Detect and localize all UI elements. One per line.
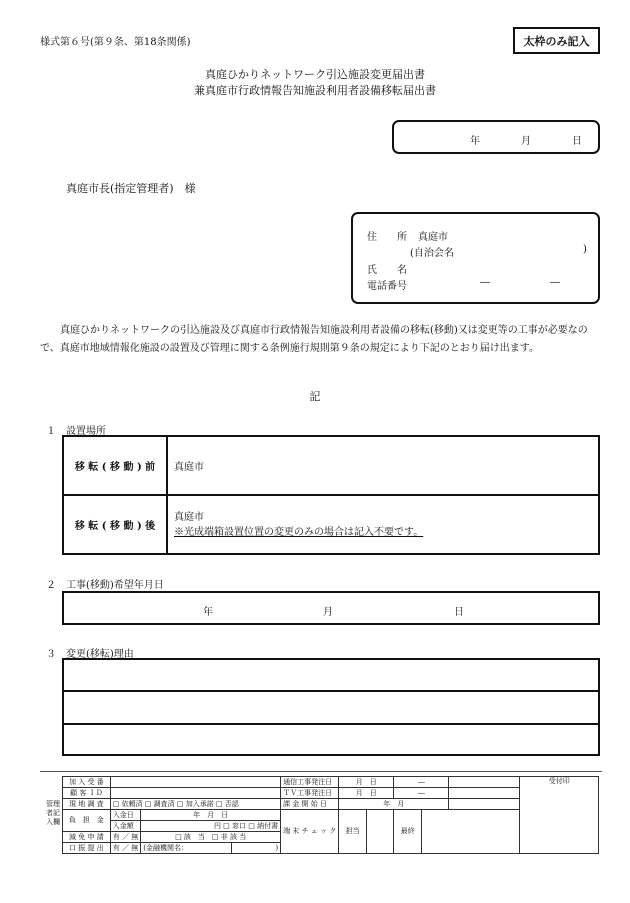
admin-kakin-label: 課 金 開 始 日 — [281, 799, 339, 810]
after-value: 真庭市 — [174, 511, 204, 523]
community-label: (自治会名 — [410, 248, 454, 259]
admin-tv-value: 月 日 — [339, 788, 394, 799]
admin-tv-label: ＴＶ工事発注日 — [281, 788, 339, 799]
reason-box[interactable] — [62, 658, 600, 756]
admin-genmen-value[interactable]: 有 ／ 無 — [110, 832, 140, 843]
work-date-box[interactable] — [62, 591, 600, 625]
admin-uketsuke: 受付印 — [520, 777, 599, 854]
after-note: ※光成端箱設置位置の変更のみの場合は記入不要です。 — [174, 526, 424, 538]
work-date-month: 月 — [323, 607, 333, 618]
reason-line-1 — [64, 690, 598, 692]
admin-tanmatsu-label: 端 末 チ ェ ッ ク — [281, 810, 339, 854]
admin-tanto-label: 担当 — [339, 810, 367, 854]
before-value[interactable]: 真庭市 — [167, 436, 599, 495]
date-year-label: 年 — [470, 136, 480, 147]
admin-tsushin-blank — [449, 777, 520, 788]
admin-kokyaku-label: 顧 客 ＩＤ — [63, 788, 111, 799]
phone-separator-2: ― — [550, 277, 560, 288]
admin-futan-label: 負 担 金 — [63, 810, 111, 832]
reason-line-2 — [64, 723, 598, 725]
admin-kanyu-value — [110, 777, 280, 788]
admin-furikae-bank: (金融機関名： — [141, 843, 231, 854]
date-day-label: 日 — [572, 136, 582, 147]
form-number: 様式第６号(第９条、第18条関係) — [40, 37, 191, 48]
admin-tv-blank — [449, 788, 520, 799]
admin-kokyaku-value — [110, 788, 280, 799]
admin-genchi-options[interactable]: □ 依頼済 □ 調査済 □ 加入承諾 □ 否認 — [110, 799, 280, 810]
after-label: 移 転 ( 移 動 ) 後 — [63, 495, 167, 554]
ki-label: 記 — [309, 390, 321, 403]
admin-kakin-blank — [449, 799, 520, 810]
admin-genmen-options[interactable]: □ 該 当 □ 非 該 当 — [141, 832, 281, 843]
admin-furikae-value[interactable]: 有 ／ 無 — [110, 843, 140, 854]
name-label: 氏 名 — [367, 265, 407, 276]
admin-genchi-label: 現 地 調 査 — [63, 799, 111, 810]
section-2-title: ２ 工事(移動)希望年月日 — [46, 580, 164, 591]
admin-tsushin-value: 月 日 — [339, 777, 394, 788]
divider — [40, 771, 602, 772]
phone-label: 電話番号 — [367, 281, 407, 292]
address-value: 真庭市 — [418, 232, 448, 243]
page-title — [0, 67, 630, 99]
admin-tsushin-sep: ― — [394, 777, 449, 788]
admin-side-label: 管理者記入欄 — [46, 800, 60, 826]
address-label: 住 所 — [367, 232, 407, 243]
admin-nyukin-gaku-label: 入金額 — [110, 821, 140, 832]
body-text: 真庭ひかりネットワークの引込施設及び真庭市行政情報告知施設利用者設備の移転(移動)又は変更等の工事が必要なので、真庭市地域情報化施設の設置及び管理に関する条例施行規則第９条の規定により下記のとおり届け出ます。 — [40, 325, 588, 354]
admin-table — [62, 776, 599, 854]
admin-saishu-blank — [422, 810, 520, 854]
admin-tanto-blank — [366, 810, 393, 854]
admin-furikae-label: 口 振 提 出 — [63, 843, 111, 854]
applicant-box[interactable] — [351, 212, 600, 304]
section-1-title: １ 設置場所 — [46, 426, 106, 437]
community-close: ) — [583, 244, 587, 255]
admin-genmen-label: 減 免 申 請 — [63, 832, 111, 843]
after-cell[interactable] — [167, 495, 599, 554]
admin-kanyu-label: 加 入 受 番 — [63, 777, 111, 788]
admin-nyukin-bi-label: 入金日 — [110, 810, 140, 821]
recipient: 真庭市長(指定管理者) 様 — [66, 182, 196, 195]
location-table — [62, 435, 600, 555]
admin-nyukin-bi-value: 年 月 日 — [141, 810, 281, 821]
work-date-year: 年 — [203, 607, 213, 618]
phone-separator-1: ― — [480, 277, 490, 288]
admin-saishu-label: 最終 — [394, 810, 422, 854]
section-3-title: ３ 変更(移転)理由 — [46, 649, 134, 660]
before-label: 移 転 ( 移 動 ) 前 — [63, 436, 167, 495]
title-line-1: 真庭ひかりネットワーク引込施設変更届出書 — [205, 68, 425, 81]
title-line-2: 兼真庭市行政情報告知施設利用者設備移転届出書 — [194, 84, 436, 97]
admin-tv-sep: ― — [394, 788, 449, 799]
admin-tsushin-label: 通信工事発注日 — [281, 777, 339, 788]
admin-furikae-close: ) — [231, 843, 280, 854]
date-box[interactable] — [392, 120, 600, 154]
admin-kakin-value: 年 月 — [339, 799, 449, 810]
date-month-label: 月 — [521, 136, 531, 147]
work-date-day: 日 — [454, 607, 464, 618]
admin-nyukin-gaku-value[interactable]: 円 □ 窓口 □ 納付書 — [141, 821, 281, 832]
note-box: 太枠のみ記入 — [513, 27, 600, 54]
